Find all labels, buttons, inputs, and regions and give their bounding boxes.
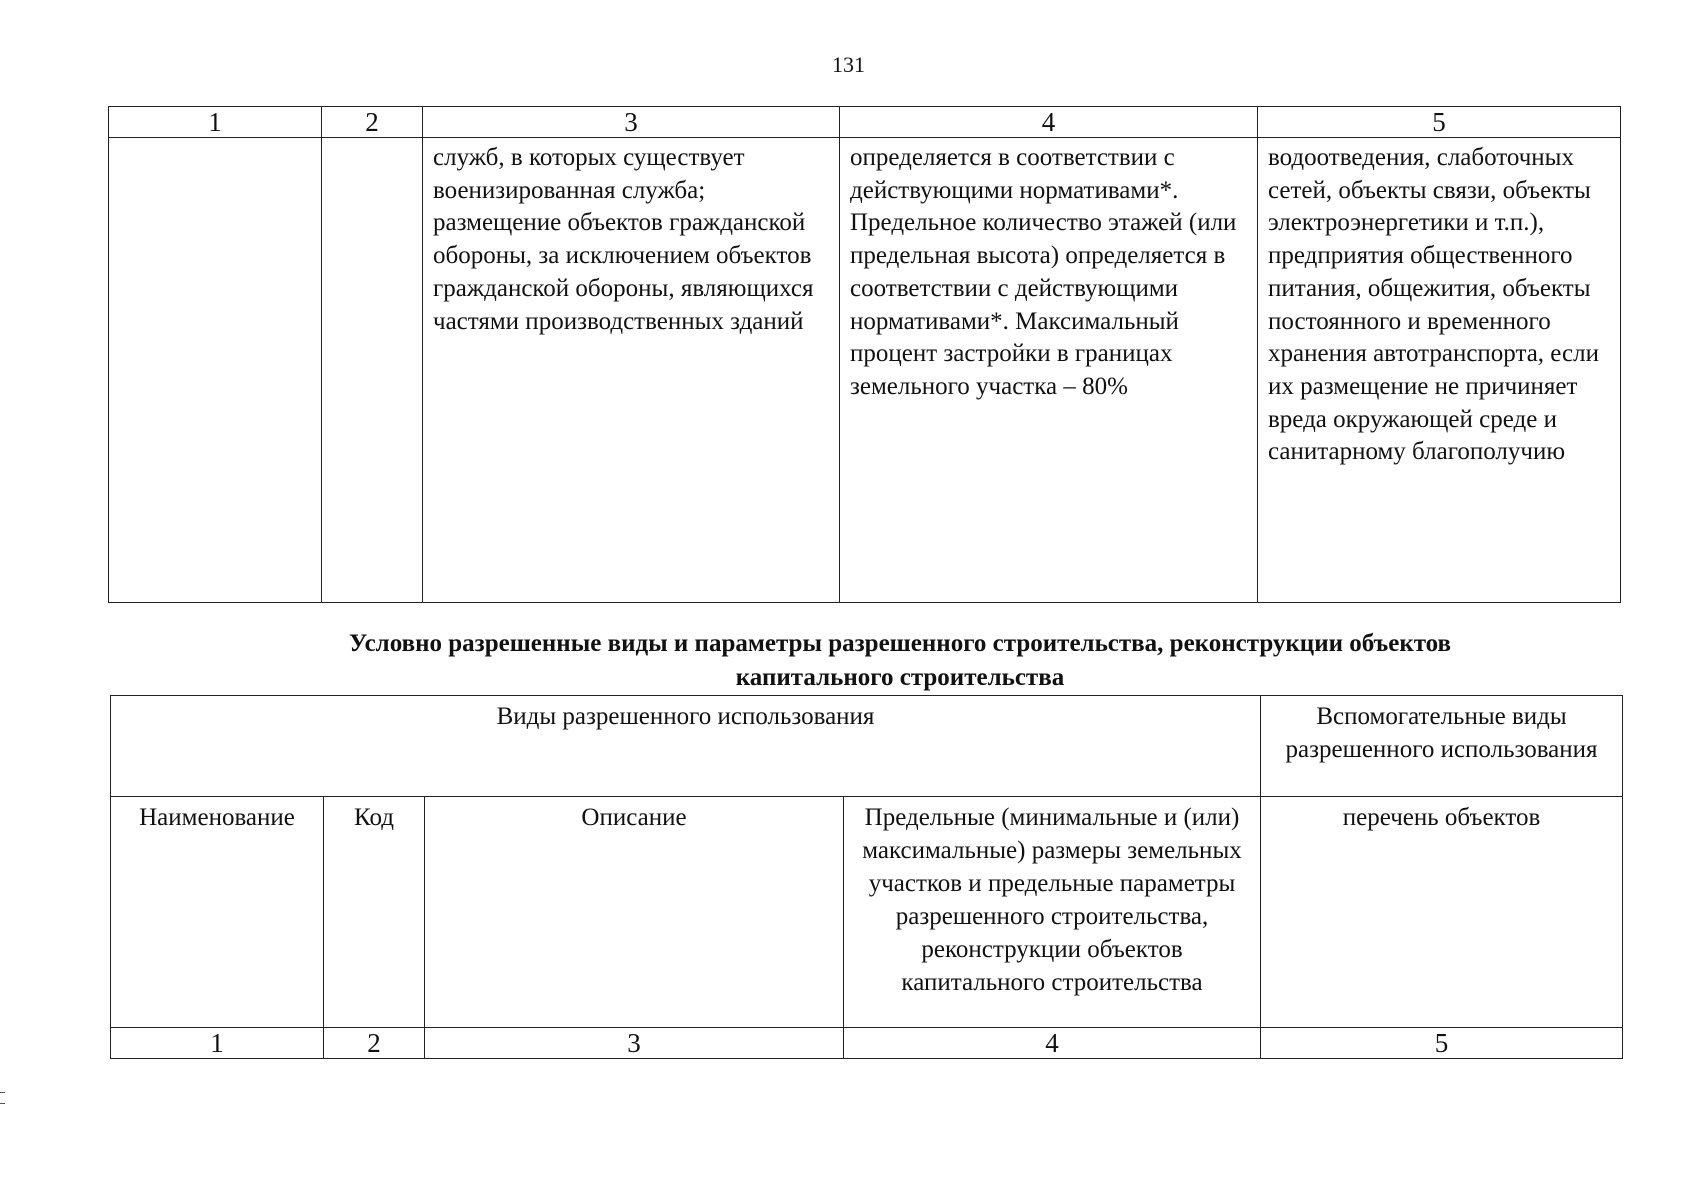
continuation-table bbox=[108, 106, 1621, 603]
column-header-row bbox=[111, 797, 1623, 1028]
section-heading bbox=[0, 627, 1697, 695]
column-number-4: 4 bbox=[844, 1028, 1261, 1059]
column-number-5: 5 bbox=[1258, 107, 1621, 138]
cell-auxiliary-objects: водоотведения, слаботочных сетей, объекты связи, объекты электроэнергетики и т.п.), предприятия общественного питания, общежития, объекты постоянного и временного хранения автотранспорта, если их размещение не причиняет вреда окружающей среде и санитарному благополучию bbox=[1258, 138, 1621, 603]
column-number-5: 5 bbox=[1261, 1028, 1623, 1059]
table-row bbox=[109, 138, 1621, 603]
conditional-uses-table bbox=[110, 695, 1623, 1059]
group-header-row bbox=[111, 696, 1623, 797]
column-number-4: 4 bbox=[840, 107, 1258, 138]
column-header-objects: перечень объектов bbox=[1261, 797, 1623, 1028]
cell-name bbox=[109, 138, 322, 603]
cell-code bbox=[322, 138, 423, 603]
group-header-permitted-uses: Виды разрешенного использования bbox=[111, 696, 1261, 797]
table-number-row bbox=[109, 107, 1621, 138]
cell-limits: определяется в соответствии с действующими нормативами*. Предельное количество этажей (или предельная высота) определяется в соответствии с действующими нормативами*. Максимальный процент застройки в границах земельного участка – 80% bbox=[840, 138, 1258, 603]
column-number-1: 1 bbox=[111, 1028, 324, 1059]
column-header-code: Код bbox=[324, 797, 425, 1028]
column-number-3: 3 bbox=[425, 1028, 844, 1059]
column-number-2: 2 bbox=[324, 1028, 425, 1059]
column-number-1: 1 bbox=[109, 107, 322, 138]
column-header-description: Описание bbox=[425, 797, 844, 1028]
column-header-limits: Предельные (минимальные и (или) максимальные) размеры земельных участков и предельные параметры разрешенного строительства, реконструкции объектов капитального строительства bbox=[844, 797, 1261, 1028]
column-number-3: 3 bbox=[423, 107, 840, 138]
table-number-row bbox=[111, 1028, 1623, 1059]
page-number: 131 bbox=[832, 52, 865, 77]
section-heading-line-1: Условно разрешенные виды и параметры разрешенного строительства, реконструкции объектов bbox=[348, 630, 1452, 657]
group-header-auxiliary-uses: Вспомогательные виды разрешенного использования bbox=[1261, 696, 1623, 797]
cell-description: служб, в которых существует военизированная служба; размещение объектов гражданской обороны, за исключением объектов гражданской обороны, являющихся частями производственных зданий bbox=[423, 138, 840, 603]
column-number-2: 2 bbox=[322, 107, 423, 138]
scan-margin-mark bbox=[0, 1092, 5, 1104]
column-header-name: Наименование bbox=[111, 797, 324, 1028]
section-heading-line-2: капитального строительства bbox=[735, 664, 1065, 691]
